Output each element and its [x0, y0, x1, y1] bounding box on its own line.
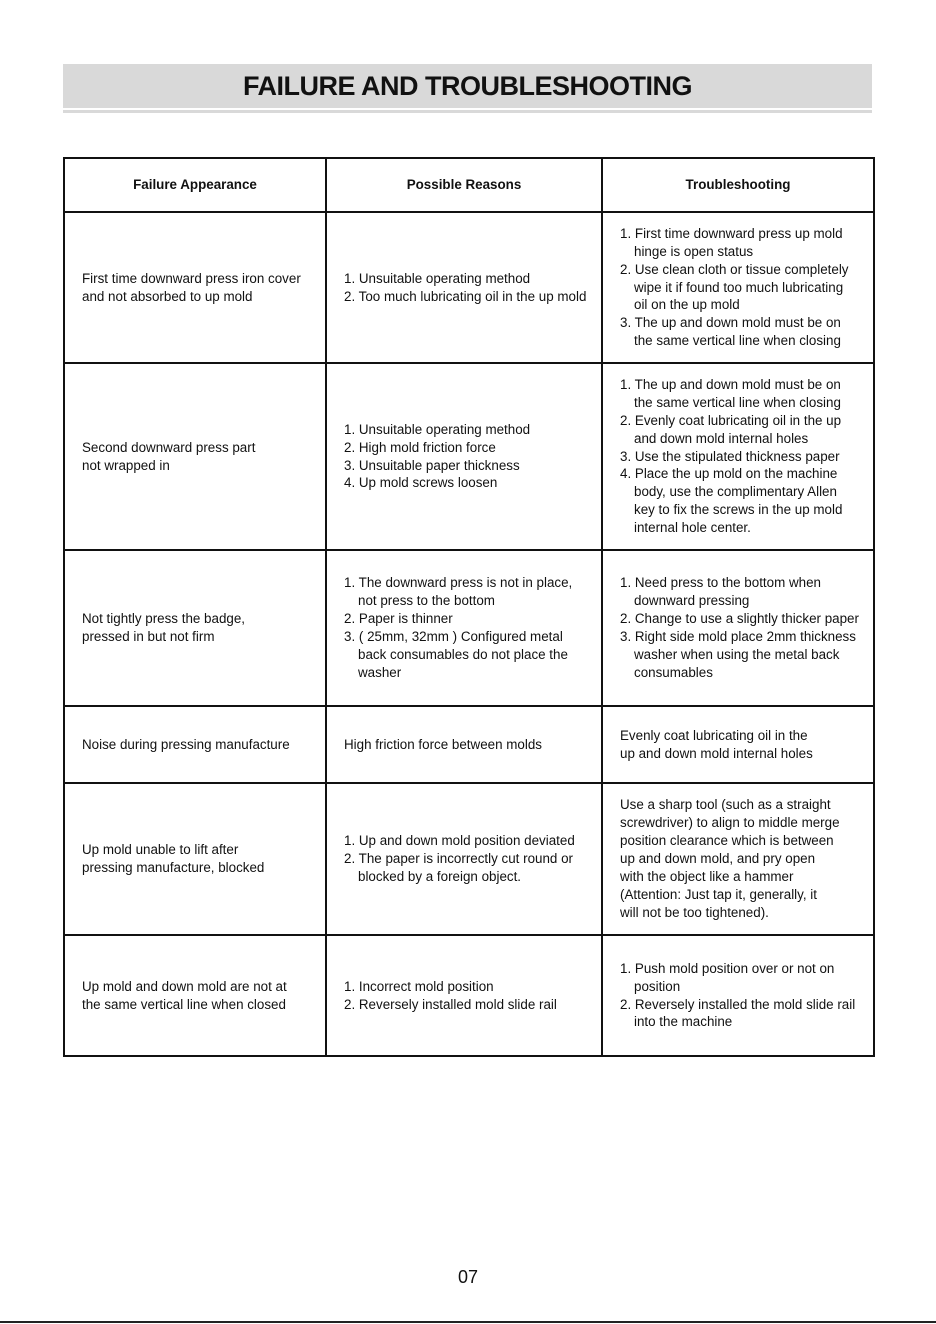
troubleshooting-line: will not be too tightened).	[620, 904, 769, 920]
header-failure-appearance: Failure Appearance	[64, 158, 326, 212]
reasons-cell	[326, 783, 602, 935]
troubleshooting-cell	[602, 212, 874, 363]
reason-item: 2. Reversely installed mold slide rail	[344, 996, 557, 1012]
troubleshooting-item: 1. The up and down mold must be on the same vertical line when closing	[620, 376, 841, 410]
troubleshooting-line: up and down mold internal holes	[620, 745, 813, 761]
failure-line: and not absorbed to up mold	[82, 288, 253, 304]
failure-line: pressed in but not firm	[82, 629, 215, 644]
failure-line: Up mold and down mold are not at	[82, 978, 287, 994]
troubleshooting-line: Use a sharp tool (such as a straight	[620, 797, 831, 813]
failure-line: Not tightly press the badge,	[82, 611, 246, 627]
table-row	[64, 935, 874, 1056]
reasons-cell	[326, 550, 602, 706]
table-header-row	[64, 158, 874, 212]
reason-item: 2. Paper is thinner	[344, 611, 453, 627]
page-title: FAILURE AND TROUBLESHOOTING	[243, 70, 692, 101]
header-possible-reasons: Possible Reasons	[326, 158, 602, 212]
troubleshooting-item: 2. Change to use a slightly thicker paper	[620, 611, 859, 627]
failure-cell	[64, 706, 326, 783]
failure-cell	[64, 550, 326, 706]
reason-item: 2. High mold friction force	[344, 439, 496, 455]
troubleshooting-item: 3. Use the stipulated thickness paper	[620, 448, 840, 464]
troubleshooting-cell	[602, 550, 874, 706]
troubleshooting-line: Evenly coat lubricating oil in the	[620, 727, 808, 743]
troubleshooting-line: screwdriver) to align to middle merge	[620, 815, 840, 831]
reasons-cell	[326, 706, 602, 783]
reason-item: 1. Unsuitable operating method	[344, 421, 531, 437]
troubleshooting-item: 1. Push mold position over or not on position	[620, 960, 835, 994]
failure-cell	[64, 783, 326, 935]
failure-cell	[64, 363, 326, 550]
failure-line: not wrapped in	[82, 457, 170, 473]
reasons-cell	[326, 363, 602, 550]
table-row	[64, 550, 874, 706]
troubleshooting-item: 2. Evenly coat lubricating oil in the up and down mold internal holes	[620, 412, 842, 446]
failure-line: the same vertical line when closed	[82, 996, 286, 1012]
troubleshooting-cell	[602, 935, 874, 1056]
reason-item: 2. Too much lubricating oil in the up mold	[344, 288, 587, 304]
troubleshooting-table	[63, 157, 875, 1057]
failure-cell	[64, 212, 326, 363]
troubleshooting-item: 1. First time downward press up mold hinge is open status	[620, 225, 843, 259]
troubleshooting-cell	[602, 783, 874, 935]
failure-line: First time downward press iron cover	[82, 270, 301, 286]
troubleshooting-item: 3. Right side mold place 2mm thickness washer when using the metal back consumables	[620, 629, 856, 680]
troubleshooting-line: up and down mold, and pry open	[620, 851, 816, 867]
troubleshooting-item: 2. Reversely installed the mold slide rail into the machine	[620, 996, 856, 1030]
troubleshooting-item: 4. Place the up mold on the machine body, use the complimentary Allen key to fix the screws in the up mold internal hole center.	[620, 466, 843, 536]
failure-line: Noise during pressing manufacture	[82, 736, 290, 752]
reason-item: High friction force between molds	[344, 736, 542, 752]
reason-item: 1. Incorrect mold position	[344, 978, 494, 994]
title-underline	[63, 110, 872, 113]
troubleshooting-cell	[602, 363, 874, 550]
troubleshooting-item: 3. The up and down mold must be on the same vertical line when closing	[620, 315, 841, 349]
failure-line: Up mold unable to lift after	[82, 842, 239, 858]
reason-item: 1. The downward press is not in place, not press to the bottom	[344, 575, 573, 609]
troubleshooting-line: position clearance which is between	[620, 833, 834, 849]
troubleshooting-cell	[602, 706, 874, 783]
troubleshooting-item: 1. Need press to the bottom when downward pressing	[620, 575, 821, 609]
reasons-cell	[326, 212, 602, 363]
table-row	[64, 363, 874, 550]
failure-line: Second downward press part	[82, 439, 256, 455]
title-bar	[63, 64, 872, 108]
bottom-rule	[0, 1321, 936, 1323]
reason-item: 4. Up mold screws loosen	[344, 475, 498, 491]
page-number: 07	[457, 1267, 479, 1287]
reason-item: 1. Up and down mold position deviated	[344, 833, 575, 849]
troubleshooting-line: (Attention: Just tap it, generally, it	[620, 886, 817, 902]
table-row	[64, 212, 874, 363]
header-troubleshooting: Troubleshooting	[602, 158, 874, 212]
table-row	[64, 783, 874, 935]
troubleshooting-item: 2. Use clean cloth or tissue completely wipe it if found too much lubricating oil on the up mold	[620, 261, 849, 313]
troubleshooting-line: with the object like a hammer	[620, 868, 794, 884]
reason-item: 2. The paper is incorrectly cut round or blocked by a foreign object.	[344, 851, 573, 884]
table-row	[64, 706, 874, 783]
reasons-cell	[326, 935, 602, 1056]
failure-line: pressing manufacture, blocked	[82, 860, 265, 875]
failure-cell	[64, 935, 326, 1056]
reason-item: 3. Unsuitable paper thickness	[344, 457, 520, 473]
reason-item: 3. ( 25mm, 32mm ) Configured metal back consumables do not place the washer	[344, 629, 568, 680]
reason-item: 1. Unsuitable operating method	[344, 270, 531, 286]
